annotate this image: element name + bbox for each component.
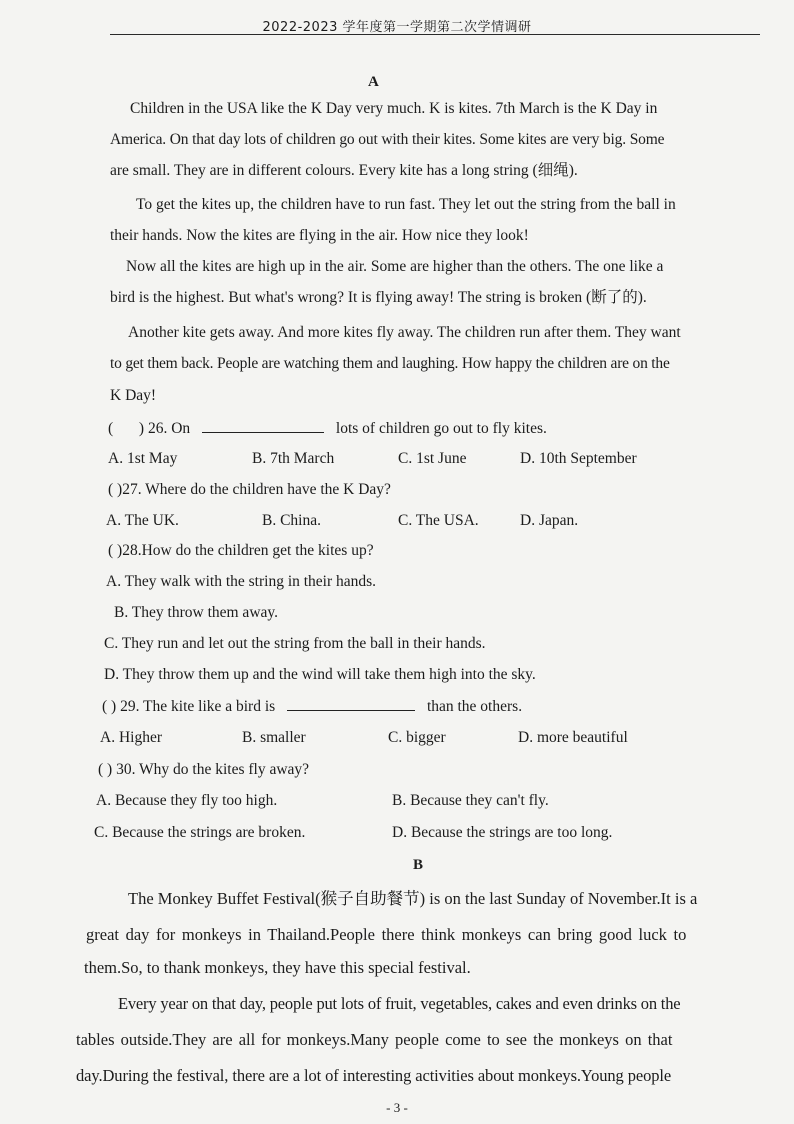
passage-a-line-3: are small. They are in different colours. Every kite has a long string (细绳). — [110, 162, 578, 179]
q26-text-start: ) 26. On — [138, 420, 191, 437]
passage-a-line-7: bird is the highest. But what's wrong? It is flying away! The string is broken (断了的). — [110, 289, 647, 306]
q27-option-a: A. The UK. — [106, 512, 179, 529]
q30-option-d: D. Because the strings are too long. — [392, 824, 613, 841]
q28-option-d: D. They throw them up and the wind will take them high into the sky. — [104, 666, 536, 683]
question-26 — [108, 418, 547, 439]
question-29 — [102, 696, 522, 717]
page-number: - 3 - — [386, 1100, 408, 1115]
passage-b-line-6: day.During the festival, there are a lot of interesting activities about monkeys.Young people — [76, 1066, 672, 1085]
passage-b-line-4: Every year on that day, people put lots of fruit, vegetables, cakes and even drinks on the — [118, 994, 681, 1013]
q26-option-b: B. 7th March — [252, 450, 335, 467]
q29-option-b: B. smaller — [242, 729, 306, 746]
passage-b-line-5: tables outside.They are all for monkeys.Many people come to see the monkeys on that — [76, 1030, 673, 1049]
page-header-title: 2022-2023 学年度第一学期第二次学情调研 — [262, 20, 532, 35]
q26-blank[interactable] — [202, 418, 324, 433]
passage-a-line-10: K Day! — [110, 387, 157, 404]
q28-option-a: A. They walk with the string in their hands. — [106, 573, 377, 590]
passage-a-line-4: To get the kites up, the children have to run fast. They let out the string from the ball in — [136, 196, 676, 213]
q26-paren-open: ( — [108, 420, 114, 437]
passage-b-line-2: great day for monkeys in Thailand.People there think monkeys can bring good luck to — [86, 925, 687, 944]
question-27: ( )27. Where do the children have the K Day? — [108, 481, 391, 498]
passage-a-line-9: to get them back. People are watching them and laughing. How happy the children are on the — [110, 355, 670, 372]
q29-text-end: than the others. — [426, 698, 523, 715]
passage-a-line-5: their hands. Now the kites are flying in the air. How nice they look! — [110, 227, 529, 244]
q29-text-start: ( ) 29. The kite like a bird is — [102, 698, 276, 715]
passage-b-line-1: The Monkey Buffet Festival(猴子自助餐节) is on the last Sunday of November.It is a — [128, 889, 698, 908]
q29-option-c: C. bigger — [388, 729, 446, 746]
header-rule — [110, 34, 760, 35]
passage-a-line-6: Now all the kites are high up in the air. Some are higher than the others. The one like a — [126, 258, 664, 275]
section-a-label: A — [368, 74, 379, 90]
q29-option-d: D. more beautiful — [518, 729, 628, 746]
q29-option-a: A. Higher — [100, 729, 162, 746]
passage-a-line-2: America. On that day lots of children go out with their kites. Some kites are very big. Some — [110, 131, 665, 148]
q29-blank[interactable] — [287, 696, 415, 711]
question-30: ( ) 30. Why do the kites fly away? — [98, 761, 310, 778]
q26-option-d: D. 10th September — [520, 450, 637, 467]
q27-option-d: D. Japan. — [520, 512, 579, 529]
q28-option-c: C. They run and let out the string from the ball in their hands. — [104, 635, 486, 652]
section-b-label: B — [413, 857, 424, 873]
q30-option-a: A. Because they fly too high. — [96, 792, 278, 809]
q27-option-c: C. The USA. — [398, 512, 479, 529]
q26-option-c: C. 1st June — [398, 450, 467, 467]
passage-b-line-3: them.So, to thank monkeys, they have this special festival. — [84, 958, 471, 977]
q26-text-end: lots of children go out to fly kites. — [335, 420, 547, 437]
q30-option-c: C. Because the strings are broken. — [94, 824, 306, 841]
q27-option-b: B. China. — [262, 512, 321, 529]
q26-option-a: A. 1st May — [108, 450, 178, 467]
passage-a-line-8: Another kite gets away. And more kites fly away. The children run after them. They want — [128, 324, 681, 341]
question-28: ( )28.How do the children get the kites up? — [108, 542, 374, 559]
passage-a-line-1: Children in the USA like the K Day very much. K is kites. 7th March is the K Day in — [130, 100, 658, 117]
q28-option-b: B. They throw them away. — [114, 604, 279, 621]
q30-option-b: B. Because they can't fly. — [392, 792, 549, 809]
